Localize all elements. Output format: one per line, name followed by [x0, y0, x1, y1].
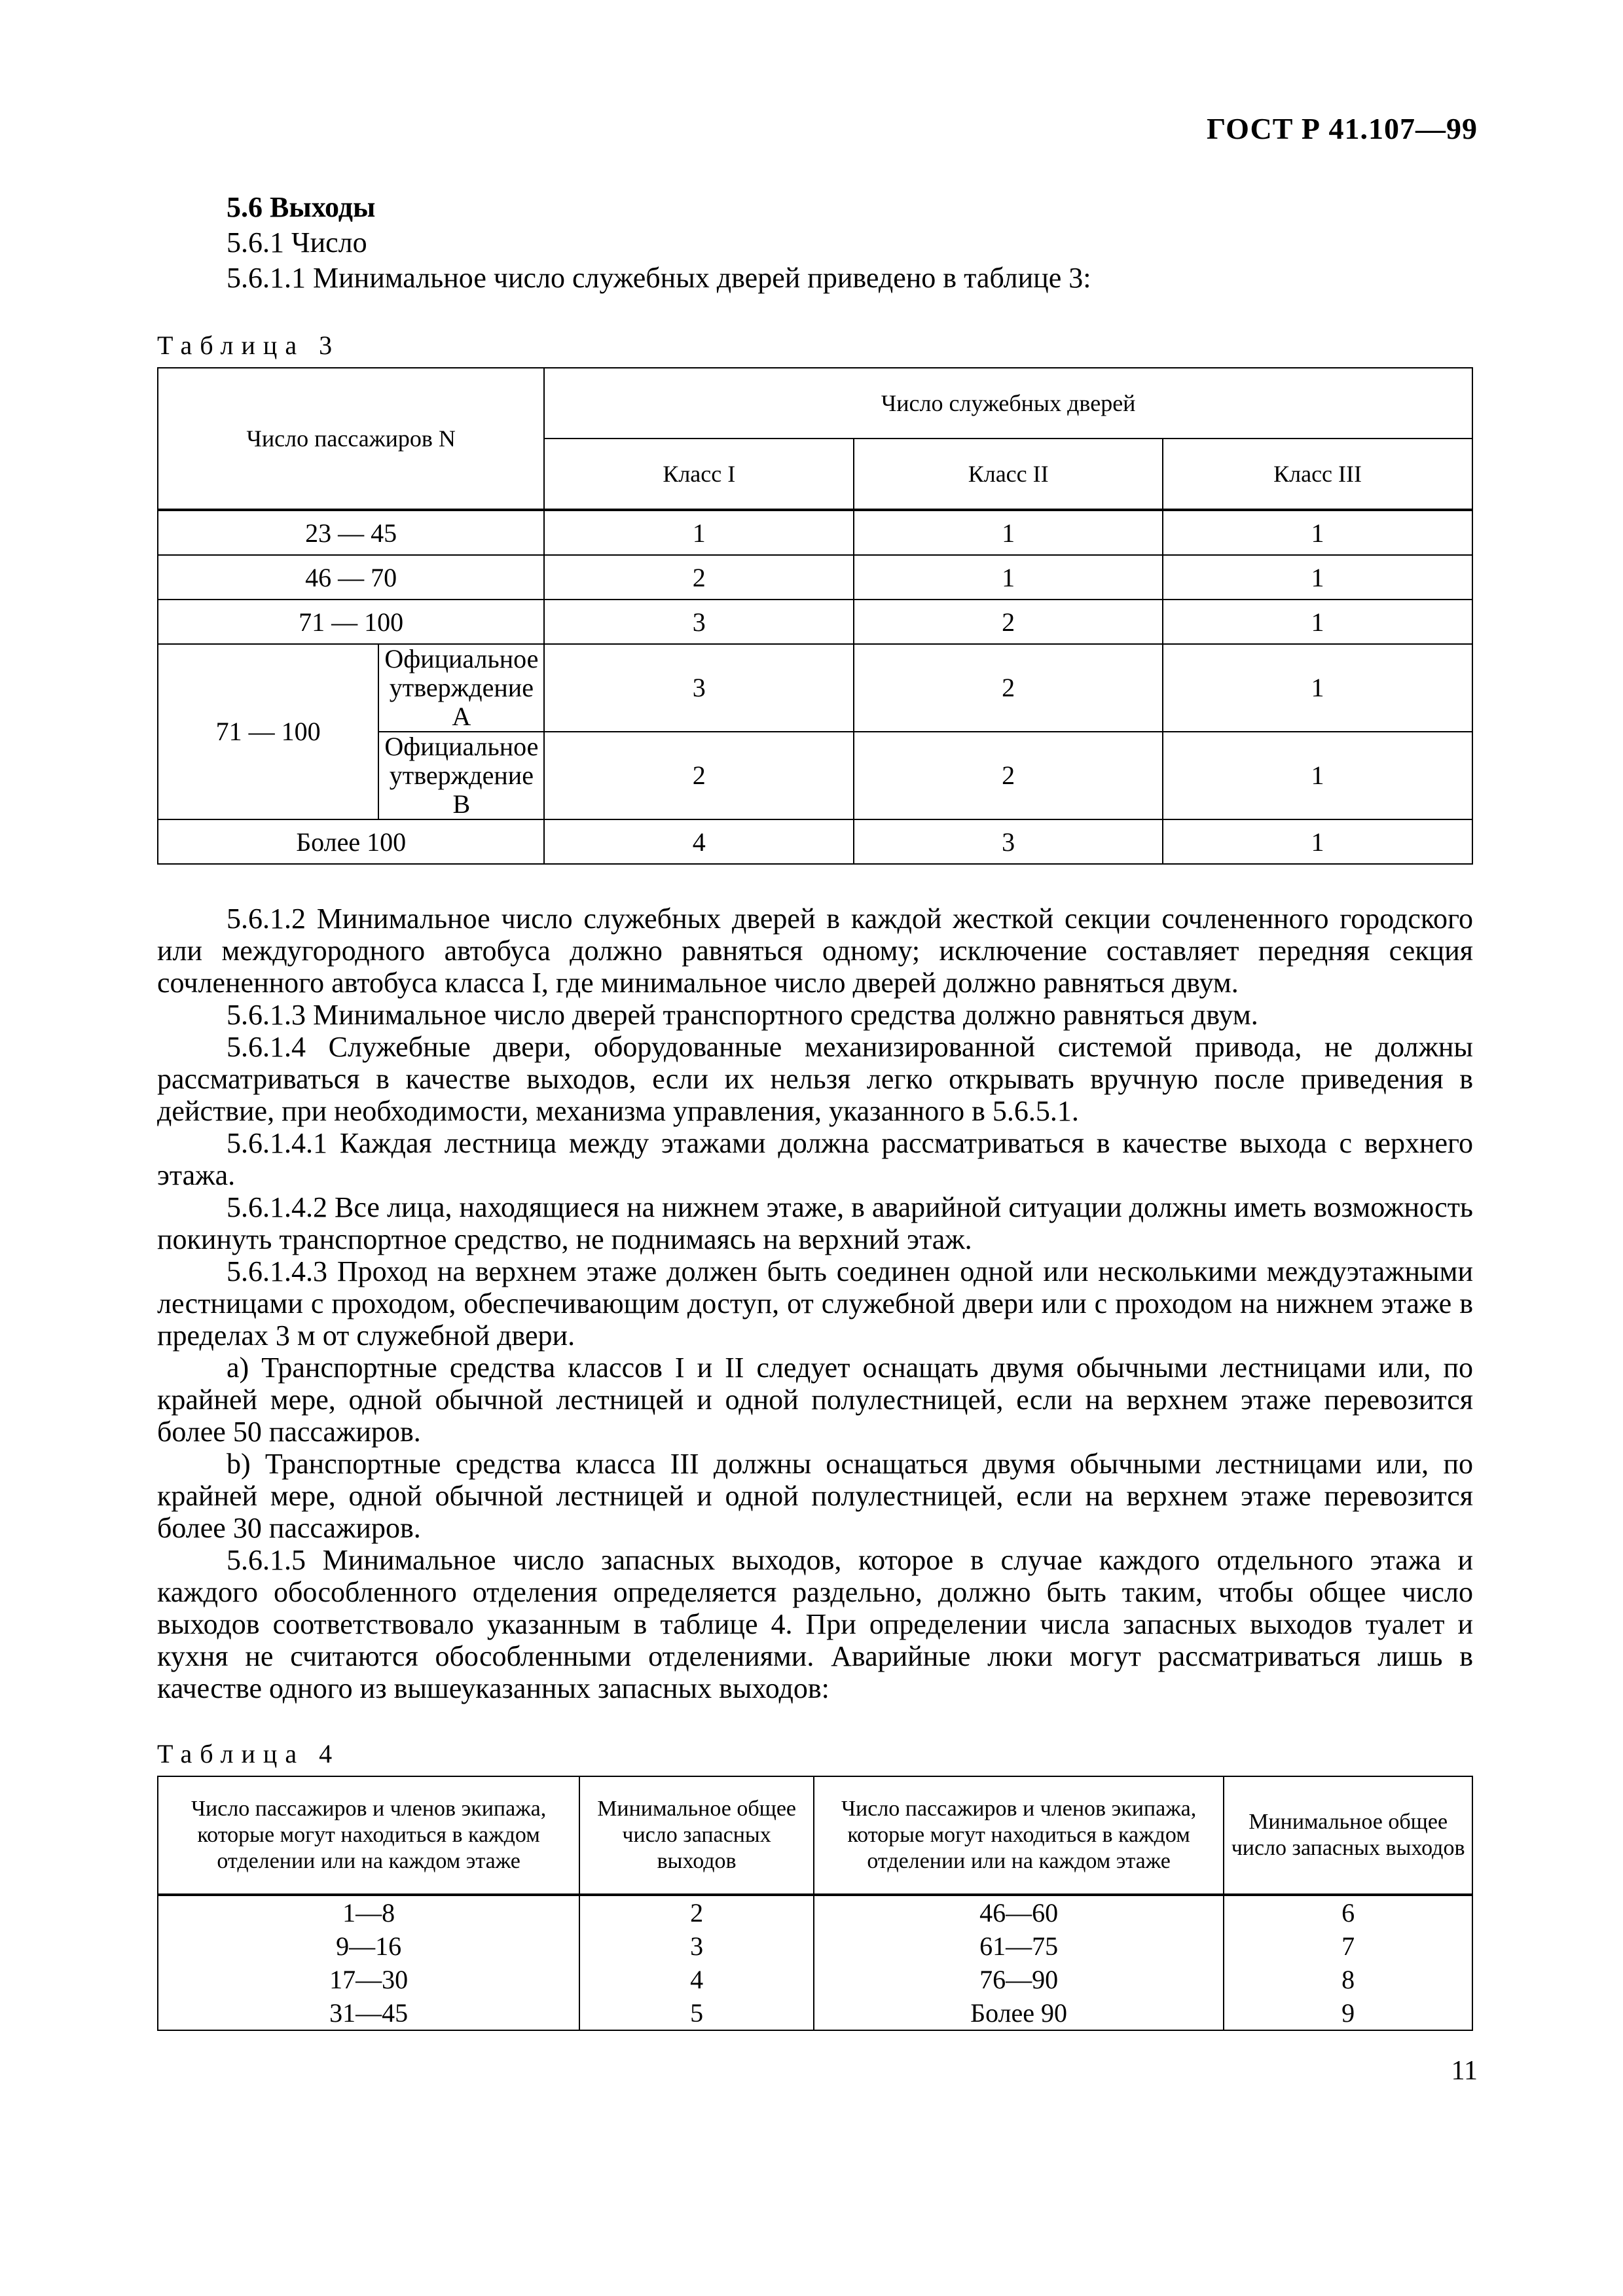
- subsection-title: 5.6.1 Число: [227, 226, 367, 259]
- table4-cell-d: 8: [1224, 1963, 1472, 1996]
- table4-row: [158, 1895, 1472, 1929]
- table4-header-passengers-left: Число пассажиров и членов экипажа, которые могут находиться в каждом отделении или на каждом этаже: [158, 1776, 579, 1895]
- table3-row: [158, 510, 1472, 555]
- table3-cell-n: 23 — 45: [158, 510, 544, 555]
- document-code: ГОСТ Р 41.107—99: [1207, 112, 1478, 145]
- table3-cell-c1: 2: [544, 732, 854, 819]
- table3-cell-c3: 1: [1163, 600, 1472, 644]
- table3-caption: Таблица 3: [157, 331, 340, 360]
- table4-cell-d: 6: [1224, 1895, 1472, 1929]
- table4-cell-b: 2: [579, 1895, 814, 1929]
- table3-group-n: 71 — 100: [158, 644, 378, 819]
- table4-header-exits-right: Минимальное общее число запасных выходов: [1224, 1776, 1472, 1895]
- table3-cell-c2: 2: [854, 600, 1163, 644]
- table4-cell-d: 9: [1224, 1996, 1472, 2030]
- table3-cell-c2: 2: [854, 732, 1163, 819]
- table4-cell-b: 3: [579, 1929, 814, 1963]
- table3-cell-c1: 1: [544, 510, 854, 555]
- paragraph: 5.6.1.3 Минимальное число дверей транспортного средства должно равняться двум.: [227, 999, 1258, 1031]
- paragraph: 5.6.1.4.3 Проход на верхнем этаже должен быть соединен одной или несколькими междуэтажными лестницами с проходом, обеспечивающим доступ, от служебной двери или с проходом на нижнем этаже в пределах 3 м от служебной двери.: [157, 1255, 1473, 1352]
- table3-cell-c1: 3: [544, 644, 854, 732]
- table4-header-exits-left: Минимальное общее число запасных выходов: [579, 1776, 814, 1895]
- paragraph-list-item: a) Транспортные средства классов I и II следует оснащать двумя обычными лестницами или, по крайней мере, одной обычной лестницей и одной полулестницей, если на верхнем этаже перевозится более 50 пассажиров.: [157, 1352, 1474, 1448]
- table3-cell-c2: 2: [854, 644, 1163, 732]
- table4-row: [158, 1963, 1472, 1996]
- table4-cell-a: 1—8: [158, 1895, 579, 1929]
- table4-cell-a: 17—30: [158, 1963, 579, 1996]
- paragraph: 5.6.1.4.1 Каждая лестница между этажами должна рассматриваться в качестве выхода с верхнего этажа.: [157, 1127, 1473, 1191]
- table3-cell-c3: 1: [1163, 510, 1472, 555]
- table3-header-passengers-text: Число пассажиров N: [246, 425, 456, 452]
- table3-header-class1: Класс I: [544, 439, 854, 510]
- table4-row: [158, 1996, 1472, 2030]
- table3-cell-c2: 1: [854, 555, 1163, 600]
- table4-row: [158, 1929, 1472, 1963]
- table3-row: [158, 819, 1472, 864]
- paragraph-list-item: b) Транспортные средства класса III должны оснащаться двумя обычными лестницами или, по крайней мере, одной обычной лестницей и одной полулестницей, если на верхнем этаже перевозится более 30 пассажиров.: [157, 1448, 1473, 1544]
- table4-cell-c: Более 90: [814, 1996, 1224, 2030]
- table3-cell-c2: 1: [854, 510, 1163, 555]
- table4-cell-c: 76—90: [814, 1963, 1224, 1996]
- table3-cell-c3: 1: [1163, 819, 1472, 864]
- table3-cell-c1: 3: [544, 600, 854, 644]
- table3-group-sub-label: Официальное утверждение А: [378, 644, 544, 732]
- table4-cell-a: 31—45: [158, 1996, 579, 2030]
- table3-cell-c3: 1: [1163, 644, 1472, 732]
- table3-header-class3: Класс III: [1163, 439, 1472, 510]
- table4-cell-b: 4: [579, 1963, 814, 1996]
- table3-cell-c3: 1: [1163, 732, 1472, 819]
- page-number: 11: [1451, 2056, 1478, 2086]
- table3-header-class2: Класс II: [854, 439, 1163, 510]
- page-content: [157, 190, 1473, 2031]
- table4-cell-b: 5: [579, 1996, 814, 2030]
- table3-group-sub-label: Официальное утверждение В: [378, 732, 544, 819]
- table4-cell-a: 9—16: [158, 1929, 579, 1963]
- paragraph: 5.6.1.4 Служебные двери, оборудованные механизированной системой привода, не должны рассматриваться в качестве выходов, если их нельзя легко открывать вручную после приведения в действие, при необходимости, механизма управления, указанного в 5.6.5.1.: [157, 1031, 1473, 1127]
- table3-cell-n: 46 — 70: [158, 555, 544, 600]
- table3-cell-c1: 4: [544, 819, 854, 864]
- table3-intro: 5.6.1.1 Минимальное число служебных дверей приведено в таблице 3:: [227, 262, 1091, 294]
- section-title: 5.6 Выходы: [227, 191, 376, 223]
- table4-caption: Таблица 4: [157, 1739, 340, 1768]
- table3-header-passengers: [158, 368, 544, 510]
- table4-cell-c: 61—75: [814, 1929, 1224, 1963]
- table3-cell-c1: 2: [544, 555, 854, 600]
- table3-cell-c2: 3: [854, 819, 1163, 864]
- table4-cell-c: 46—60: [814, 1895, 1224, 1929]
- table-4: [157, 1776, 1473, 2031]
- table3-cell-c3: 1: [1163, 555, 1472, 600]
- table3-cell-n: 71 — 100: [158, 600, 544, 644]
- table3-row: [158, 644, 1472, 732]
- paragraph: 5.6.1.5 Минимальное число запасных выходов, которое в случае каждого отдельного этажа и каждого обособленного отделения определяется раздельно, должно быть таким, чтобы общее число выходов соответствовало указанным в таблице 4. При определении числа запасных выходов туалет и кухня не считаются обособленными отделениями. Аварийные люки могут рассматриваться лишь в качестве одного из вышеуказанных запасных выходов:: [157, 1544, 1473, 1704]
- table4-cell-d: 7: [1224, 1929, 1472, 1963]
- table4-header-passengers-right: Число пассажиров и членов экипажа, которые могут находиться в каждом отделении или на каждом этаже: [814, 1776, 1224, 1895]
- table3-row: [158, 555, 1472, 600]
- paragraph: 5.6.1.2 Минимальное число служебных дверей в каждой жесткой секции сочлененного городского или междугородного автобуса должно равняться одному; исключение составляет передняя секция сочлененного автобуса класса I, где минимальное число дверей должно равняться двум.: [157, 903, 1473, 999]
- paragraph: 5.6.1.4.2 Все лица, находящиеся на нижнем этаже, в аварийной ситуации должны иметь возможность покинуть транспортное средство, не поднимаясь на верхний этаж.: [157, 1191, 1473, 1255]
- table3-header-doors: Число служебных дверей: [544, 368, 1472, 439]
- table-3: [157, 367, 1473, 865]
- table3-row: [158, 600, 1472, 644]
- table3-cell-n: Более 100: [158, 819, 544, 864]
